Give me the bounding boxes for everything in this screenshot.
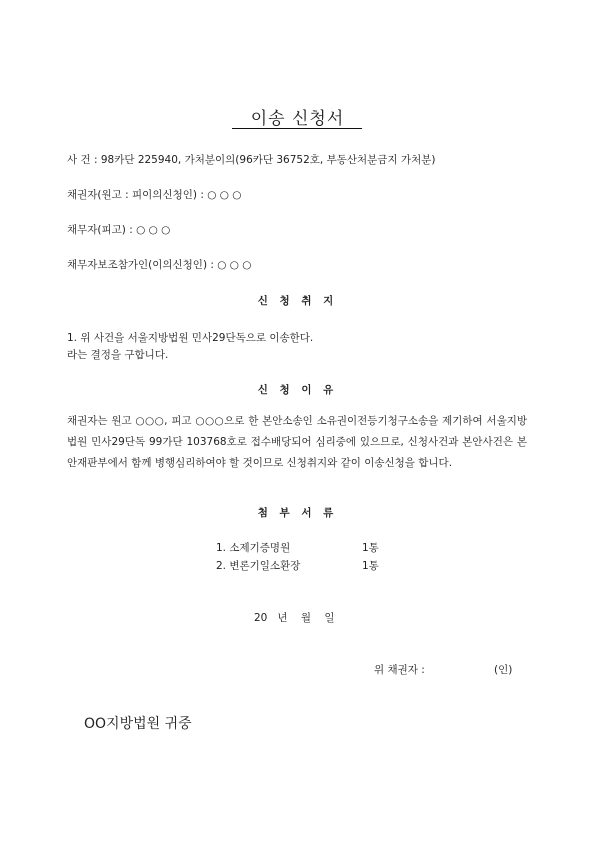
seal-mark: (인) — [494, 664, 513, 676]
document-title: 이송 신청서 — [250, 109, 345, 129]
attachment-1-count: 1통 — [362, 542, 379, 554]
attachment-2-name: 2. 변론기일소환장 — [216, 560, 301, 572]
attachment-1-name: 1. 소제기증명원 — [216, 542, 291, 554]
reason-heading: 신 청 이 유 — [257, 384, 338, 396]
signer-label: 위 채권자 : — [374, 664, 425, 676]
attachment-2-count: 1통 — [362, 560, 379, 572]
debtor-line: 채무자(피고) : ○ ○ ○ — [67, 224, 171, 236]
reason-paragraph: 채권자는 원고 ○○○, 피고 ○○○으로 한 본안소송인 소유권이전등기청구소송을 제기하여 서울지방법원 민사29단독 99가단 103768호로 접수배당되어 심리중에 있으므로, 신청사건과 본안사건은 본안재판부에서 함께 병행심리하여야 할 것이므로 신청취지와 같이 이송신청을 합니다. — [67, 415, 527, 469]
purpose-line-1: 1. 위 사건을 서울지방법원 민사29단독으로 이송한다. — [67, 332, 314, 344]
case-line: 사 건 : 98카단 225940, 가처분이의(96카단 36752호, 부동산처분금지 가처분) — [67, 154, 436, 166]
title-underline — [232, 128, 362, 129]
intervenor-line: 채무자보조참가인(이의신청인) : ○ ○ ○ — [67, 259, 252, 271]
purpose-heading: 신 청 취 지 — [257, 295, 338, 307]
purpose-line-2: 라는 결정을 구합니다. — [67, 349, 169, 361]
court-addressee: OO지방법원 귀중 — [84, 716, 192, 732]
attachments-heading: 첨 부 서 류 — [257, 507, 338, 519]
creditor-line: 채권자(원고 : 피이의신청인) : ○ ○ ○ — [67, 189, 242, 201]
date-line: 20 년 월 일 — [254, 612, 335, 624]
